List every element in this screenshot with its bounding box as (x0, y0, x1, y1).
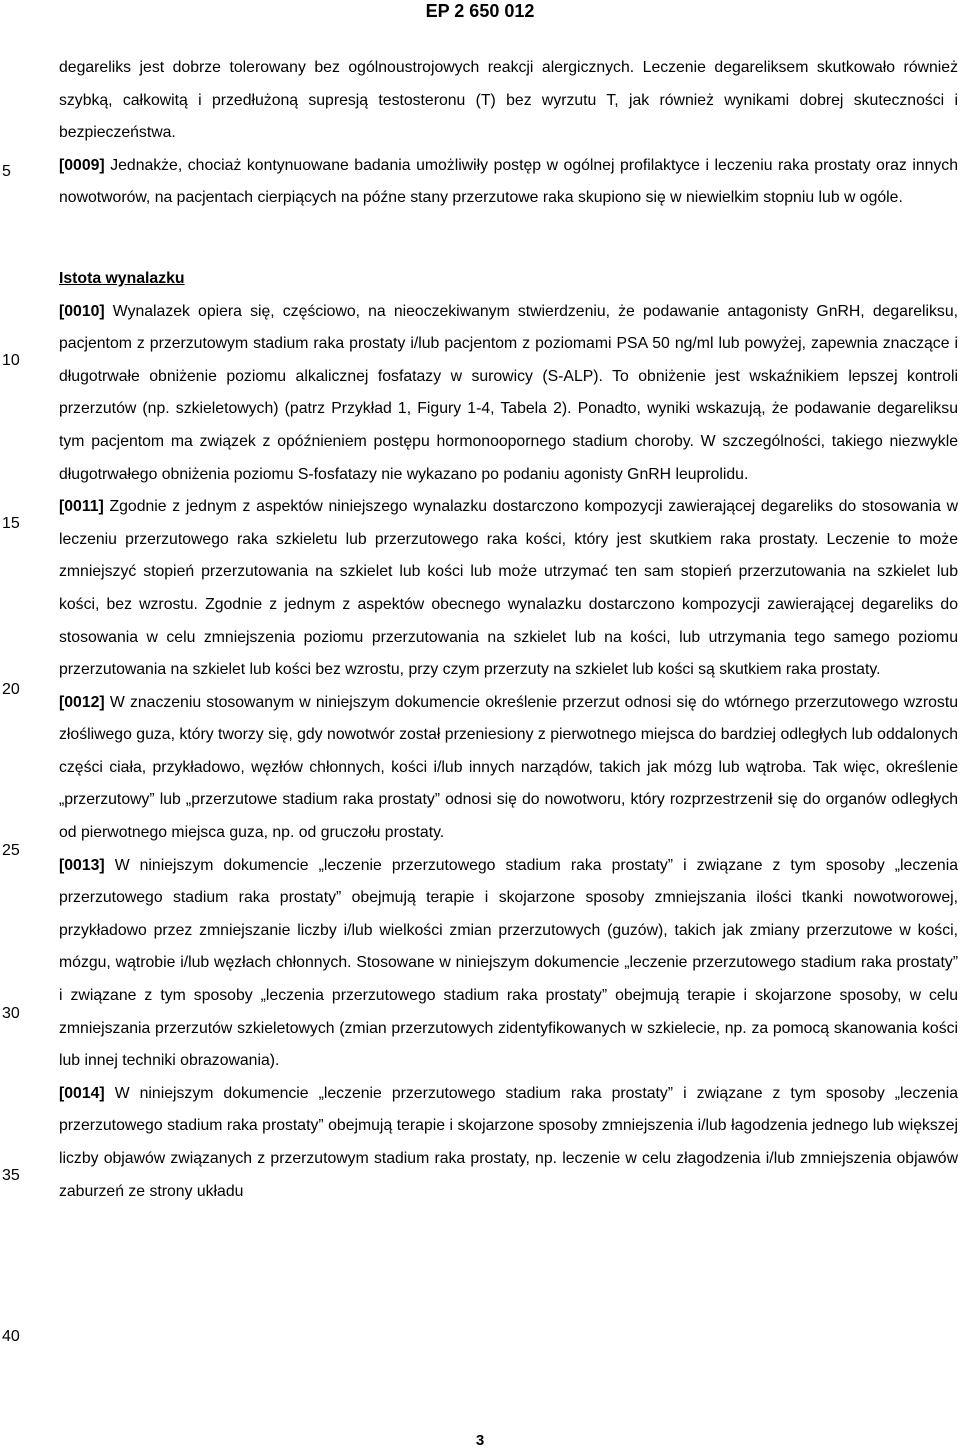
paragraph-text: Jednakże, chociaż kontynuowane badania umożliwiły postęp w ogólnej profilaktyce i leczeniu raka prostaty oraz innych nowotworów, na pacjentach cierpiących na późne stany przerzutowe raka skupiono się w niewielkim stopniu lub w ogóle. (59, 156, 958, 207)
line-number-40: 40 (2, 1328, 20, 1345)
paragraph-tag: [0010] (59, 302, 105, 320)
paragraph-text: W niniejszym dokumencie „leczenie przerzutowego stadium raka prostaty” i związane z tym sposoby „leczenia przerzutowego stadium raka prostaty” obejmują terapie i skojarzone sposoby zmniejszenia i/lub łagodzenia jednego lub większej liczby objawów związanych z przerzutowym stadium raka prostaty, np. leczenie w celu złagodzenia i/lub zmniejszenia objawów zaburzeń ze strony układu (59, 1084, 958, 1200)
paragraph-text: W znaczeniu stosowanym w niniejszym dokumencie określenie przerzut odnosi się do wtórnego przerzutowego wzrostu złośliwego guza, który tworzy się, gdy nowotwór został przeniesiony z pierwotnego miejsca do bardziej odległych lub oddalonych części ciała, przykładowo, węzłów chłonnych, kości i/lub innych narządów, takich jak mózg lub wątroba. Tak więc, określenie „przerzutowy” lub „przerzutowe stadium raka prostaty” odnosi się do nowotworu, który rozprzestrzenił się do organów odległych od pierwotnego miejsca guza, np. od gruczołu prostaty. (59, 693, 958, 842)
paragraph-tag: [0011] (59, 498, 104, 516)
section-spacer (59, 215, 958, 263)
line-number-20: 20 (2, 681, 20, 698)
paragraph-text: Zgodnie z jednym z aspektów niniejszego wynalazku dostarczono kompozycji zawierającej degareliks do stosowania w leczeniu przerzutowego raka szkieletu lub przerzutowego raka kości, który jest skutkiem raka prostaty. Leczenie to może zmniejszyć stopień przerzutowania na szkielet lub kości lub może utrzymać ten sam stopień przerzutowania na szkielet lub kości, bez wzrostu. Zgodnie z jednym z aspektów obecnego wynalazku dostarczono kompozycji zawierającej degareliks do stosowania w celu zmniejszenia poziomu przerzutowania na szkielet lub na kości, lub utrzymania tego samego poziomu przerzutowania na szkielet lub kości bez wzrostu, przy czym przerzuty na szkielet lub kości są skutkiem raka prostaty. (59, 498, 958, 679)
page-number: 3 (475, 1432, 485, 1449)
line-number-25: 25 (2, 842, 20, 859)
line-number-35: 35 (2, 1167, 20, 1184)
paragraph-tag: [0014] (59, 1084, 105, 1102)
paragraph-0010 (59, 296, 958, 492)
line-number-30: 30 (2, 1005, 20, 1022)
paragraph-tag: [0013] (59, 856, 105, 874)
section-heading: Istota wynalazku (59, 269, 185, 287)
paragraph-0013 (59, 850, 958, 1078)
paragraph-tag: [0012] (59, 693, 105, 711)
line-number-15: 15 (2, 515, 20, 532)
paragraph-continuation: degareliks jest dobrze tolerowany bez ogólnoustrojowych reakcji alergicznych. Leczenie degareliksem skutkowało również szybką, całkowitą i przedłużoną supresją testosteronu (T) bez wyrzutu T, jak również wynikami dobrej skuteczności i bezpieczeństwa. (59, 59, 958, 142)
paragraph-0009 (59, 150, 958, 215)
document-number-header: EP 2 650 012 (425, 1, 535, 21)
paragraph-tag: [0009] (59, 156, 105, 174)
paragraph-0012 (59, 687, 958, 850)
paragraph-text: W niniejszym dokumencie „leczenie przerzutowego stadium raka prostaty” i związane z tym sposoby „leczenia przerzutowego stadium raka prostaty” obejmują terapie i skojarzone sposoby zmniejszania ilości tkanki nowotworowej, przykładowo przez zmniejszanie liczby i/lub wielkości zmian przerzutowych (guzów), takich jak zmiany przerzutowe w kości, mózgu, wątrobie i/lub węzłach chłonnych. Stosowane w niniejszym dokumencie „leczenie przerzutowego stadium raka prostaty” i związane z tym sposoby „leczenia przerzutowego stadium raka prostaty” obejmują terapie i skojarzone sposoby, w celu zmniejszania przerzutów szkieletowych (zmian przerzutowych zidentyfikowanych w szkielecie, np. za pomocą skanowania kości lub innej techniki obrazowania). (59, 856, 958, 1070)
line-number-5: 5 (2, 163, 11, 180)
paragraph-0011 (59, 491, 958, 687)
paragraph-0014 (59, 1078, 958, 1208)
document-body (59, 52, 958, 1208)
line-number-10: 10 (2, 352, 20, 369)
paragraph-text: Wynalazek opiera się, częściowo, na nieoczekiwanym stwierdzeniu, że podawanie antagonisty GnRH, degareliksu, pacjentom z przerzutowym stadium raka prostaty i/lub pacjentom z poziomami PSA 50 ng/ml lub powyżej, zapewnia znaczące i długotrwałe obniżenie poziomu alkalicznej fosfatazy w surowicy (S-ALP). To obniżenie jest wskaźnikiem lepszej kontroli przerzutów (np. szkieletowych) (patrz Przykład 1, Figury 1-4, Tabela 2). Ponadto, wyniki wskazują, że podawanie degareliksu tym pacjentom ma związek z opóźnieniem postępu hormonoopornego stadium choroby. W szczególności, takiego niezwykle długotrwałego obniżenia poziomu S-fosfatazy nie wykazano po podaniu agonisty GnRH leuprolidu. (59, 302, 958, 483)
